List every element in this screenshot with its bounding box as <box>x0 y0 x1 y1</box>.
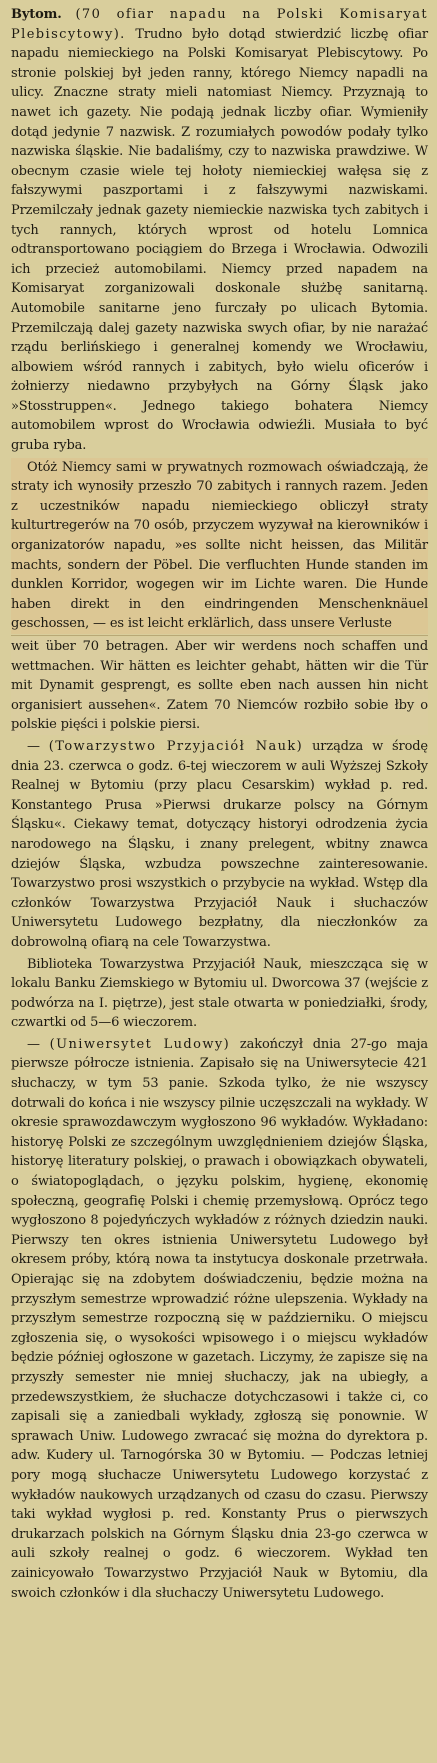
article-uniwersytet-ludowy <box>11 1035 428 1603</box>
article-body: Biblioteka Towarzystwa Przyjaciół Nauk, mieszcząca się w lokalu Banku Ziemskiego w Bytomiu ul. Dworcowa 37 (wejście z podwórza na I. piętrze), jest stale otwarta w poniedziałki, środy, czwartki od 5—6 wieczorem. <box>11 956 428 1031</box>
article-bytom-plebiscite <box>11 5 428 456</box>
article-body: urządza w środę dnia 23. czerwca o godz. 6-tej wieczorem w auli Wyższej Szkoły Realnej w Bytomiu (przy placu Cesarskim) wykład p. red. Konstantego Prusa »Pierwsi drukarze polscy na Górnym Śląsku«. Ciekawy temat, dotyczący historyi odrodzenia życia narodowego na Śląsku, i znany prelegent, wbitny znawca dziejów Śląska, wzbudza powszechne zainteresowanie. Towarzystwo prosi wszystkich o przybycie na wykład. Wstęp dla członków Towarzystwa Przyjaciół Nauk i słuchaczów Uniwersytetu Ludowego bezpłatny, dla nieczłonków za dobrowolną ofiarą na cele Towarzystwa. <box>11 738 428 950</box>
article-dash: — <box>27 1036 50 1052</box>
article-body: zakończył dnia 27-go maja pierwsze półrocze istnienia. Zapisało się na Uniwersytecie 421 słuchaczy, w tym 53 panie. Szkoda tylko, że nie wszyscy dotrwali do końca i nie wszyscy pilnie uczęszczali na wykłady. W okresie sprawozdawczym wygłoszono 96 wykładów. Wykładano: historyę Polski ze szczególnym uwzględnieniem dziejów Śląska, historyę literatury polskiej, o prawach i obowiązkach obywateli, o światopoglądach, o języku polskim, hygienę, ekonomię społeczną, geografię Polski i chemię przemysłową. Oprócz tego wygłoszono 8 pojedyńczych wykładów z różnych dziedzin nauki. Pierwszy ten okres istnienia Uniwersytetu Ludowego był okresem próby, którą nowa ta instytucya doskonale przetrwała. Opierając się na zdobytem doświadczeniu, będzie można na przyszłym semestrze wprowadzić różne ulepszenia. Wykłady na przyszłym semestrze rozpoczną się w październiku. O miejscu zgłoszenia się, o wysokości wpisowego i o miejscu wykładów będzie później ogłoszone w gazetach. Liczymy, że zapisze się na przyszły semester nie mniej słuchaczy, jak na ubiegły, a przedewszystkiem, że słuchacze dotychczasowi i także ci, co zapisali się a zaniedbali wykłady, zgłoszą się ponownie. W sprawach Uniw. Ludowego zwracać się można do dyrektora p. adw. Kudery ul. Tarnogórska 30 w Bytomiu. — Podczas letniej pory mogą słuchacze Uniwersytetu Ludowego korzystać z wykładów naukowych urządzanych od czasu do czasu. Pierwszy taki wykład wygłosi p. red. Konstanty Prus o pierwszych drukarzach polskich na Górnym Śląsku dnia 23-go czerwca w auli szkoły realnej o godz. 6 wieczorem. Wykład ten zainicyowało Towarzystwo Przyjaciół Nauk w Bytomiu, dla swoich członków i dla słuchaczy Uniwersytetu Ludowego. <box>11 1036 428 1601</box>
article-lead: Bytom. <box>11 7 62 22</box>
article-library-hours <box>11 955 428 1033</box>
article-heading: (Towarzystwo Przyjaciół Nauk) <box>48 738 304 754</box>
article-body: Trudno było dotąd stwierdzić liczbę ofiar napadu niemieckiego na Polski Komisaryat Plebiscytowy. Po stronie polskiej był jeden ranny, którego Niemcy napadli na ulicy. Znaczne straty mieli natomiast Niemcy. Przyznają to nawet ich gazety. Nie podają jednak liczby ofiar. Wymieniły dotąd jedynie 7 nazwisk. Z rozumiałych powodów podały tylko nazwiska śląskie. Nie badaliśmy, czy to nazwiska prawdziwe. W obecnym czasie wiele tej hołoty niemieckiej wałęsa się z fałszywymi paszportami i z fałszywymi nazwiskami. Przemilczały jednak gazety niemieckie nazwiska tych zabitych i tych rannych, których wprost od hotelu Lomnica odtransportowano pociągiem do Brzega i Wrocławia. Odwozili ich przecież automobilami. Niemcy przed napadem na Komisaryat zorganizowali doskonale służbę sanitarną. Automobile sanitarne jeno furczały po ulicach Bytomia. Przemilczają dalej gazety nazwiska swych ofiar, by nie narażać rządu berlińskiego i generalnej komendy we Wrocławiu, albowiem wśród rannych i zabitych, było wielu oficerów i żołnierzy niedawno przybyłych na Górny Śląsk jako »Stosstruppen«. Jednego takiego bohatera Niemcy automobilem wprost do Wrocławia odwieźli. Musiała to być gruba ryba. <box>11 26 428 454</box>
article-body: weit über 70 betragen. Aber wir werdens noch schaffen und wettmachen. Wir hätten es leichter gehabt, hätten wir die Tür mit Dynamit gesprengt, es sollte eben nach aussen hin nicht organisiert aussehen«. Zatem 70 Niemców rozbiło sobie łby o polskie pięści i polskie piersi. <box>11 639 428 733</box>
clipping-seam <box>11 635 428 636</box>
article-dash: — <box>27 738 49 754</box>
article-heading: (Uniwersytet Ludowy) <box>49 1036 231 1052</box>
article-heading: (70 ofiar napadu na Polski Komisaryat Plebiscytowy). <box>11 7 429 42</box>
article-body: Otóż Niemcy sami w prywatnych rozmowach oświadczają, że straty ich wynosiły przeszło 70 zabitych i rannych razem. Jeden z uczestników napadu niemieckiego obliczył straty kulturtregerów na 70 osób, przyczem wyzywał na kierowników i organizatorów napadu, »es sollte nicht heissen, das Militär machts, sondern der Pöbel. Die verfluchten Hunde standen im dunklen Korridor, wogegen wir im Lichte waren. Die Hunde haben direkt in den eindringenden Menschenknäuel geschossen, — es ist leicht erklärlich, dass unsere Verluste <box>11 459 428 632</box>
article-continuation-after-seam <box>11 637 428 735</box>
article-towarzystwo-lecture <box>11 737 428 953</box>
article-continuation <box>11 458 428 634</box>
